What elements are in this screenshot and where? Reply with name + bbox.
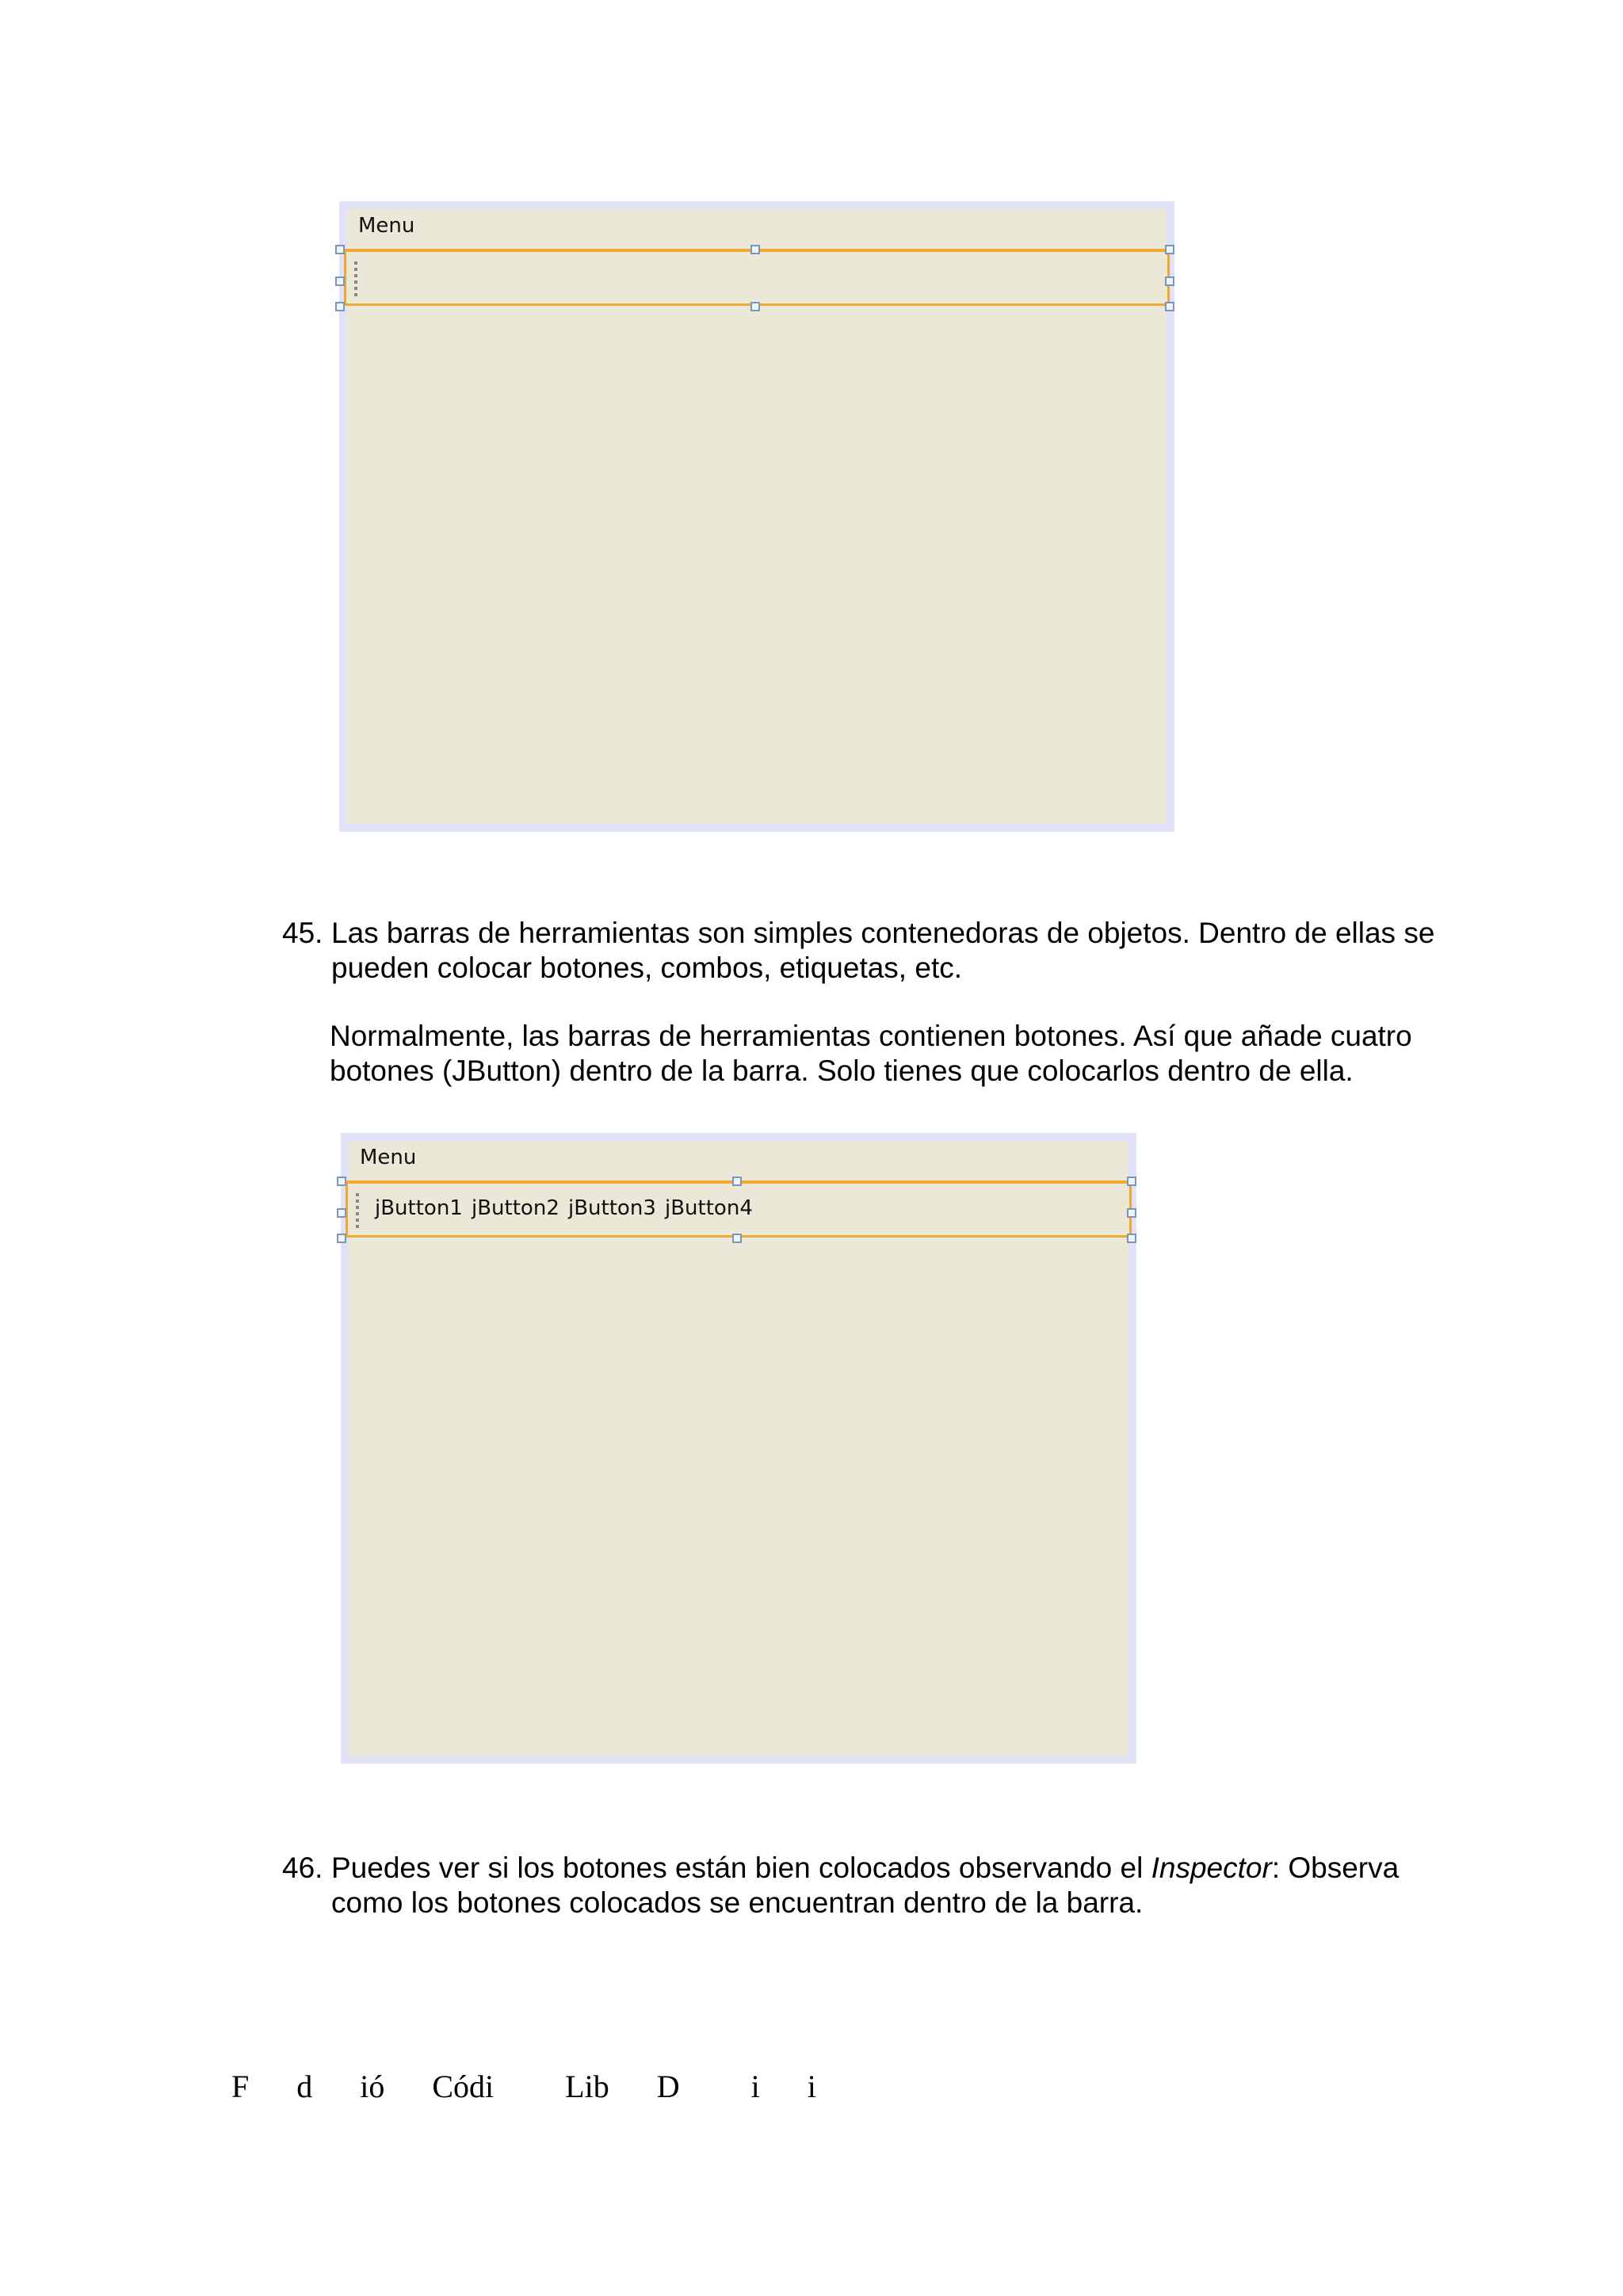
resize-handle-icon[interactable]: [1165, 302, 1174, 311]
resize-handle-icon[interactable]: [337, 1208, 346, 1218]
resize-handle-icon[interactable]: [335, 277, 345, 286]
resize-handle-icon[interactable]: [750, 302, 760, 311]
page-footer: F d ió Códi Lib D i i: [231, 2069, 816, 2104]
resize-handle-icon[interactable]: [1127, 1177, 1136, 1186]
resize-handle-icon[interactable]: [335, 302, 345, 311]
text-run: Puedes ver si los botones están bien colocados observando el: [331, 1852, 1151, 1884]
toolbar-button-3[interactable]: jButton3: [568, 1196, 656, 1220]
item-number: 45.: [282, 917, 323, 949]
paragraph-line: [331, 1851, 1399, 1886]
paragraph-line: pueden colocar botones, combos, etiquetas, etc.: [331, 952, 963, 984]
grip-icon[interactable]: [354, 261, 357, 298]
resize-handle-icon[interactable]: [732, 1234, 742, 1243]
form-designer-frame-2: [341, 1133, 1136, 1764]
resize-handle-icon[interactable]: [1165, 277, 1174, 286]
paragraph-line: como los botones colocados se encuentran dentro de la barra.: [331, 1886, 1144, 1919]
paragraph-line: botones (JButton) dentro de la barra. Solo tienes que colocarlos dentro de ella.: [330, 1055, 1354, 1087]
resize-handle-icon[interactable]: [1127, 1208, 1136, 1218]
toolbar-button-4[interactable]: jButton4: [665, 1196, 753, 1220]
resize-handle-icon[interactable]: [337, 1177, 346, 1186]
resize-handle-icon[interactable]: [1127, 1234, 1136, 1243]
toolbar-selected[interactable]: [346, 1180, 1132, 1238]
resize-handle-icon[interactable]: [335, 245, 345, 254]
menu-bar-label[interactable]: Menu: [358, 214, 415, 238]
paragraph-line: Las barras de herramientas son simples contenedoras de objetos. Dentro de ellas se: [331, 917, 1435, 949]
form-designer-frame-1: [339, 201, 1174, 832]
grip-icon[interactable]: [356, 1193, 359, 1230]
paragraph-line: Normalmente, las barras de herramientas contienen botones. Así que añade cuatro: [330, 1020, 1412, 1052]
resize-handle-icon[interactable]: [732, 1177, 742, 1186]
text-run: : Observa: [1271, 1852, 1400, 1884]
toolbar-selected[interactable]: [344, 249, 1170, 306]
inspector-term: Inspector: [1151, 1852, 1272, 1884]
resize-handle-icon[interactable]: [1165, 245, 1174, 254]
toolbar-button-2[interactable]: jButton2: [472, 1196, 559, 1220]
menu-bar-label[interactable]: Menu: [360, 1146, 417, 1169]
toolbar-button-1[interactable]: jButton1: [375, 1196, 463, 1220]
item-number: 46.: [282, 1852, 323, 1884]
resize-handle-icon[interactable]: [337, 1234, 346, 1243]
resize-handle-icon[interactable]: [750, 245, 760, 254]
